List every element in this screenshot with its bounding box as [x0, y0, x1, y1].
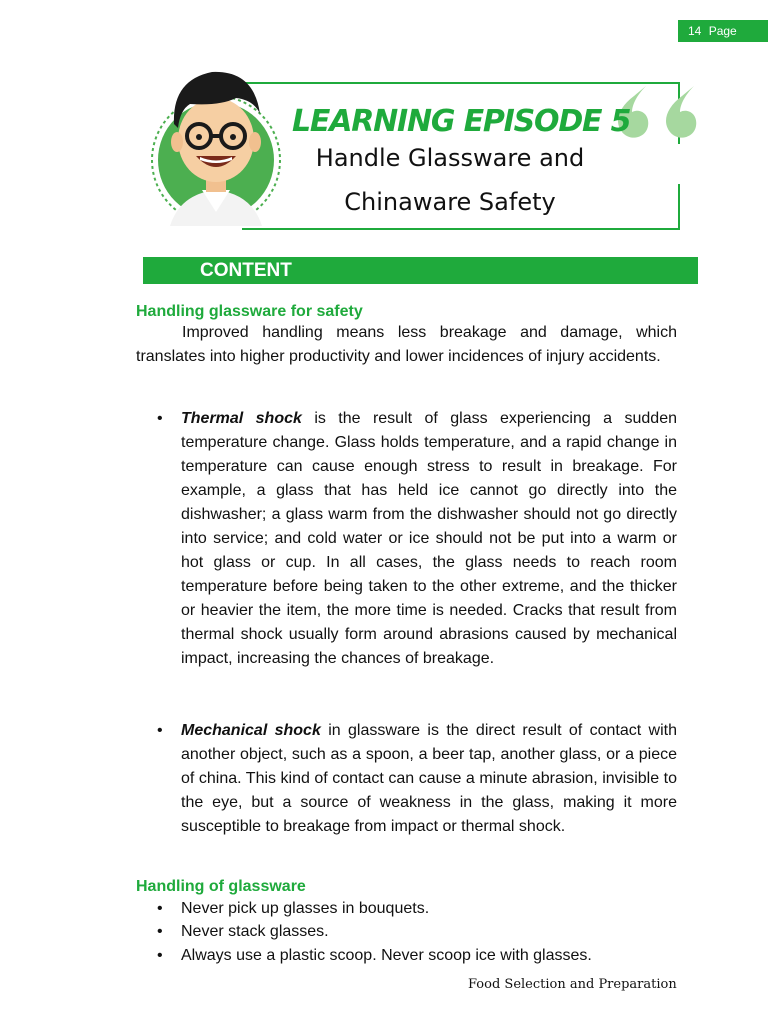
- episode-subtitle-line-1: Handle Glassware and: [315, 144, 585, 172]
- bullet-term: Mechanical shock: [181, 722, 321, 739]
- content-section-bar: CONTENT: [143, 257, 698, 284]
- section-heading-safety: Handling glassware for safety: [136, 303, 363, 320]
- episode-subtitle-line-2: Chinaware Safety: [344, 188, 556, 216]
- bullet-text: is the result of glass experiencing a sudden temperature change. Glass holds temperature, and a rapid change in temperature can cause enough stress to result in breakage. For example, a glass that has held ice cannot go directly into the dishwasher; a glass warm from the dishwasher should not go directly into service; and cold water or ice should not be put into a warm or hot glass or cup. In all cases, the glass needs to reach room temperature before being taken to the other extreme, and the thicker or heavier the item, the more time is needed. Cracks that result from thermal shock usually form around abrasions caused by mechanical impact, increasing the chances of breakage.: [181, 410, 677, 667]
- intro-text: Improved handling means less breakage and damage, which translates into higher productivity and lower incidences of injury accidents.: [136, 324, 677, 365]
- bullet-dot: •: [157, 722, 163, 739]
- list-item: Always use a plastic scoop. Never scoop ice with glasses.: [181, 947, 592, 964]
- episode-title: LEARNING EPISODE 5: [292, 104, 631, 139]
- section-heading-handling: Handling of glassware: [136, 878, 306, 895]
- bullet-thermal-shock: [181, 407, 677, 671]
- bullet-dot: •: [157, 410, 163, 427]
- bullet-dot: •: [157, 900, 163, 917]
- teacher-avatar-illustration: [150, 62, 282, 226]
- episode-subtitle: [300, 136, 600, 224]
- page-label: Page: [708, 24, 737, 38]
- intro-paragraph: [136, 321, 677, 369]
- bullet-dot: •: [157, 923, 163, 940]
- list-item: Never stack glasses.: [181, 923, 329, 940]
- bullet-term: Thermal shock: [181, 410, 302, 427]
- page-number-tag: [678, 20, 768, 42]
- footer-course-title: Food Selection and Preparation: [468, 977, 677, 992]
- bullet-text: in glassware is the direct result of contact with another object, such as a spoon, a beer tap, another glass, or a piece of china. This kind of contact can cause a minute abrasion, invisible to the eye, but a source of weakness in the glass, making it more susceptible to breakage from impact or thermal shock.: [181, 722, 677, 835]
- bullet-mechanical-shock: [181, 719, 677, 839]
- list-item: Never pick up glasses in bouquets.: [181, 900, 430, 917]
- page-number: 14: [688, 24, 702, 38]
- bullet-dot: •: [157, 947, 163, 964]
